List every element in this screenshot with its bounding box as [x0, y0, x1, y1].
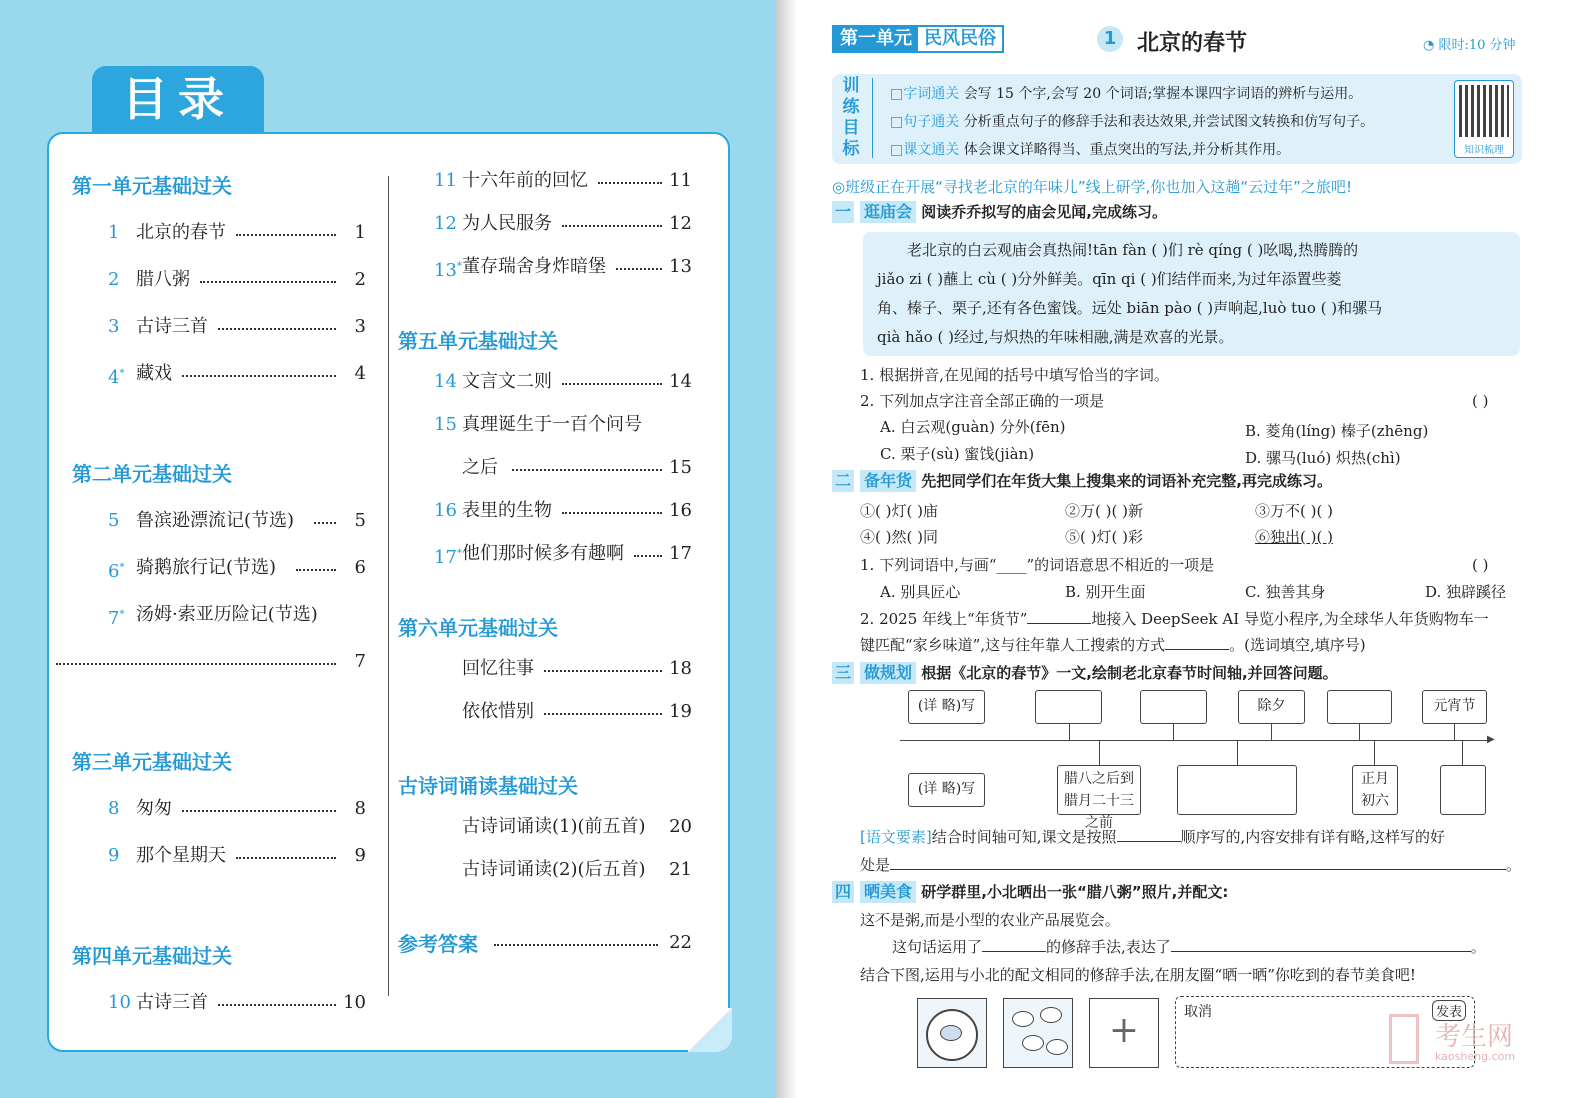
- requirement-text: 顺序写的,内容安排有详有略,这样写的好: [1180, 828, 1446, 846]
- goals-label-char: 目: [842, 118, 860, 138]
- optional-star: *: [119, 368, 125, 379]
- book-spine: [775, 0, 797, 1098]
- toc-item-title: 之后: [462, 457, 498, 478]
- section-title: 根据《北京的春节》一文,绘制老北京春节时间轴,并回答问题。: [921, 664, 1338, 682]
- goals-label: [840, 76, 862, 160]
- dumpling-soup-image: [917, 998, 987, 1068]
- idiom-blank[interactable]: ③万不( )( ): [1255, 502, 1333, 520]
- section-number: 四: [832, 881, 854, 903]
- fill-blank[interactable]: [1117, 828, 1181, 842]
- toc-page: [0, 0, 775, 1098]
- idiom-blank[interactable]: ⑤( )灯( )彩: [1065, 528, 1143, 546]
- toc-page-number: 13: [669, 256, 692, 277]
- toc-page-number: 16: [669, 500, 692, 521]
- timeline-connector: [1359, 724, 1360, 740]
- toc-item-number: [434, 211, 457, 237]
- toc-page-number: 7: [354, 651, 366, 672]
- toc-item-number: [434, 254, 462, 284]
- requirement-text: 处是: [860, 856, 891, 874]
- qr-code[interactable]: [1454, 80, 1514, 158]
- option-c[interactable]: C. 栗子(sù) 蜜饯(jiàn): [880, 445, 1035, 463]
- toc-item-title: 文言文二则: [462, 371, 552, 392]
- timeline-connector: [1462, 740, 1463, 766]
- toc-num-text: 4: [108, 367, 120, 388]
- toc-item[interactable]: [108, 990, 366, 1016]
- toc-item-number: [434, 541, 462, 571]
- idiom-blank[interactable]: ②万( )( )新: [1065, 502, 1143, 520]
- goal-checkbox-label[interactable]: □字词通关: [890, 86, 960, 102]
- timeline-connector: [1173, 724, 1174, 740]
- s4-text: 这句话运用了: [892, 938, 983, 956]
- optional-star: *: [119, 609, 125, 620]
- unit-label: 第一单元: [834, 27, 918, 51]
- toc-item-title: 真理诞生于一百个问号: [462, 414, 642, 435]
- unit-theme: 民风民俗: [924, 28, 996, 49]
- option-b[interactable]: B. 菱角(líng) 榛子(zhēng): [1245, 422, 1429, 440]
- timeline-box-bottom[interactable]: (详 略)写: [908, 773, 985, 807]
- s4-instruction: 结合下图,运用与小北的配文相同的修辞手法,在朋友圈“晒一晒”你吃到的春节美食吧!: [860, 966, 1416, 984]
- toc-unit-heading[interactable]: [72, 746, 232, 775]
- toc-num-text: 14: [434, 371, 457, 392]
- time-limit: [1423, 34, 1516, 53]
- lesson-title: 北京的春节: [1137, 31, 1248, 56]
- toc-unit-text: 古诗词诵读基础过关: [398, 774, 578, 798]
- leader-dots: [634, 541, 662, 557]
- section-number: 一: [832, 201, 854, 223]
- timeline-box-bottom[interactable]: 腊八之后到腊月二十三之前: [1057, 765, 1141, 815]
- toc-num-text: 8: [108, 798, 120, 819]
- toc-item[interactable]: [108, 843, 366, 869]
- s3-requirement-cont: [860, 854, 1521, 875]
- dumplings-image: [1003, 998, 1073, 1068]
- goal-row: [890, 80, 1374, 108]
- toc-unit-text: 第二单元基础过关: [72, 462, 232, 486]
- timeline-box-top[interactable]: 除夕: [1238, 690, 1305, 724]
- toc-page-number: 21: [669, 859, 692, 880]
- leader-dots: [314, 508, 336, 524]
- timeline-box-top[interactable]: [1140, 690, 1207, 724]
- section-number: 三: [832, 662, 854, 684]
- goal-text: 分析重点句子的修辞手法和表达效果,并尝试图文转换和仿写句子。: [963, 114, 1375, 130]
- toc-page-number: 1: [354, 222, 366, 243]
- idiom-blank[interactable]: ①( )灯( )庙: [860, 502, 938, 520]
- section-4-header: [832, 881, 1228, 903]
- toc-num-text: 10: [108, 992, 131, 1013]
- toc-unit-heading[interactable]: [72, 170, 232, 199]
- toc-item-title: 鲁滨逊漂流记(节选): [136, 510, 295, 531]
- goal-text: 体会课文详略得当、重点突出的写法,并分析其作用。: [963, 142, 1291, 158]
- toc-item[interactable]: [434, 699, 692, 725]
- toc-item-number: [108, 555, 124, 585]
- requirement-tag: [语文要素]: [860, 828, 932, 846]
- toc-item-title: 为人民服务: [462, 213, 552, 234]
- timeline-box-top[interactable]: [1035, 690, 1102, 724]
- goal-row: [890, 108, 1374, 136]
- toc-num-text: 15: [434, 414, 457, 435]
- goal-checkbox-label[interactable]: □课文通关: [890, 142, 960, 158]
- section-tag: 备年货: [860, 470, 916, 492]
- toc-item-continued[interactable]: [434, 455, 692, 481]
- toc-item[interactable]: [434, 211, 692, 237]
- section-2-header: [832, 470, 1332, 492]
- cancel-button[interactable]: 取消: [1184, 1004, 1212, 1020]
- answer-paren[interactable]: ( ): [1472, 392, 1489, 410]
- intro-line: ◎班级正在开展“寻找老北京的年味儿”线上研学,你也加入这趟“云过年”之旅吧!: [832, 178, 1352, 196]
- timeline-connector: [1237, 740, 1238, 766]
- toc-item[interactable]: [434, 168, 692, 194]
- s1-question-2: 2. 下列加点字注音全部正确的一项是: [860, 392, 1105, 410]
- toc-item[interactable]: [434, 656, 692, 682]
- goals-divider: [872, 78, 873, 158]
- timeline-box-top[interactable]: 元宵节: [1422, 690, 1487, 724]
- toc-item-title: 北京的春节: [136, 222, 226, 243]
- s4-text: 的修辞手法,表达了: [1046, 938, 1171, 956]
- option-d[interactable]: D. 独辟蹊径: [1425, 583, 1507, 601]
- toc-item-title: 古诗三首: [136, 992, 208, 1013]
- fill-blank[interactable]: [982, 938, 1046, 952]
- leader-dots: [562, 211, 662, 227]
- idiom-blank[interactable]: ④( )然( )同: [860, 528, 938, 546]
- toc-page-number: 22: [669, 932, 692, 953]
- timeline-axis: [900, 740, 1490, 741]
- section-title: 阅读乔乔拟写的庙会见闻,完成练习。: [921, 203, 1167, 221]
- optional-star: *: [119, 562, 125, 573]
- timeline-connector: [1271, 724, 1272, 740]
- toc-item-title: 藏戏: [136, 363, 172, 384]
- toc-item-title: 他们那时候多有趣啊: [462, 543, 624, 564]
- goal-checkbox-label[interactable]: □句子通关: [890, 114, 960, 130]
- leader-dots: [598, 168, 662, 184]
- toc-unit-heading[interactable]: [72, 940, 232, 969]
- optional-star: *: [456, 261, 462, 272]
- toc-page-number: 12: [669, 213, 692, 234]
- toc-page-number: 18: [669, 658, 692, 679]
- toc-item[interactable]: [108, 314, 366, 340]
- toc-page-number: 9: [354, 845, 366, 866]
- toc-item-title: 汤姆·索亚历险记(节选): [136, 604, 318, 625]
- toc-item[interactable]: [434, 412, 692, 438]
- requirement-text: 。: [1506, 856, 1522, 874]
- toc-page-number: 17: [669, 543, 692, 564]
- toc-item-number: [108, 602, 124, 632]
- toc-item-number: [434, 369, 457, 395]
- toc-item-number: [108, 267, 119, 293]
- watermark-url: kaosheng.com: [1435, 1050, 1516, 1063]
- toc-unit-text: 参考答案: [398, 932, 478, 956]
- toc-item[interactable]: [434, 814, 692, 840]
- toc-item[interactable]: [108, 220, 366, 246]
- toc-item-title: 那个星期天: [136, 845, 226, 866]
- fill-blank[interactable]: [890, 856, 1506, 870]
- toc-item[interactable]: [434, 498, 692, 524]
- unit-header: [832, 25, 1004, 53]
- s2-question-2: [860, 608, 1489, 629]
- fair-passage: [863, 232, 1520, 356]
- exercise-page: [775, 0, 1596, 1098]
- toc-item-number: [108, 314, 119, 340]
- timeline-box-bottom[interactable]: [1177, 765, 1297, 815]
- toc-item-number: [434, 498, 457, 524]
- section-3-header: [832, 662, 1338, 684]
- toc-num-text: 7: [108, 608, 120, 629]
- qr-caption: 知识梳理: [1464, 145, 1504, 156]
- toc-item-number: [434, 168, 457, 194]
- option-b[interactable]: B. 别开生面: [1065, 583, 1146, 601]
- time-limit-text: 限时:10 分钟: [1438, 38, 1516, 53]
- dumpling-icon: [1012, 1011, 1034, 1027]
- s4-text: 。: [1470, 938, 1486, 956]
- toc-num-text: 5: [108, 510, 120, 531]
- toc-item-title: 依依惜别: [462, 701, 534, 722]
- leader-dots: [200, 267, 336, 283]
- q2-text: 2. 2025 年线上“年货节”: [860, 610, 1028, 628]
- fill-blank[interactable]: [1165, 636, 1229, 650]
- toc-num-text: 1: [108, 222, 120, 243]
- timeline-connector: [1099, 740, 1100, 766]
- toc-item[interactable]: [434, 541, 692, 567]
- toc-num-text: 3: [108, 316, 120, 337]
- timeline-box-top[interactable]: [1327, 690, 1392, 724]
- toc-item-title: 古诗词诵读(1)(前五首): [462, 816, 646, 837]
- answer-paren[interactable]: ( ): [1472, 556, 1489, 574]
- toc-page-number: 6: [354, 557, 366, 578]
- dumpling-icon: [1040, 1007, 1062, 1023]
- s2-question-2-cont: [860, 634, 1366, 655]
- leader-dots: [616, 254, 662, 270]
- toc-page-number: 10: [343, 992, 366, 1013]
- leader-dots: [544, 656, 662, 672]
- option-c[interactable]: C. 独善其身: [1245, 583, 1326, 601]
- toc-unit-heading[interactable]: [72, 458, 232, 487]
- section-1-header: [832, 201, 1167, 223]
- toc-item-number: [108, 796, 119, 822]
- leader-dots: [512, 455, 662, 471]
- timeline-box-bottom[interactable]: [1440, 765, 1486, 815]
- watermark-text: 考生网: [1435, 1022, 1514, 1052]
- toc-num-text: 11: [434, 170, 457, 191]
- toc-unit-text: 第四单元基础过关: [72, 944, 232, 968]
- toc-page-number: 20: [669, 816, 692, 837]
- toc-page-number: 4: [354, 363, 366, 384]
- toc-page-number: 3: [354, 316, 366, 337]
- toc-unit-heading[interactable]: [398, 325, 558, 354]
- timeline-box-bottom[interactable]: 正月初六: [1352, 765, 1398, 815]
- toc-item-number: [108, 990, 131, 1016]
- section-tag: 逛庙会: [860, 201, 916, 223]
- section-title: 研学群里,小北晒出一张“腊八粥”照片,并配文:: [921, 883, 1229, 901]
- toc-num-text: 16: [434, 500, 457, 521]
- add-photo-button[interactable]: +: [1089, 998, 1159, 1068]
- toc-num-text: 13: [434, 260, 457, 281]
- idiom-blank[interactable]: ⑥独出( )( ): [1255, 528, 1333, 546]
- timeline-connector: [1069, 724, 1070, 740]
- leader-dots: [236, 220, 336, 236]
- toc-unit-text: 第三单元基础过关: [72, 750, 232, 774]
- s2-question-1: 1. 下列词语中,与画“____”的词语意思不相近的一项是: [860, 556, 1215, 574]
- toc-item[interactable]: [108, 361, 366, 387]
- toc-item[interactable]: [108, 555, 366, 581]
- toc-unit-heading[interactable]: [398, 612, 558, 641]
- goals-list: [890, 80, 1374, 164]
- leader-dots: [494, 930, 658, 946]
- toc-item-number: [434, 412, 457, 438]
- toc-item-title: 古诗词诵读(2)(后五首): [462, 859, 646, 880]
- section-title: 先把同学们在年货大集上搜集来的词语补充完整,再完成练习。: [921, 472, 1332, 490]
- section-tag: 晒美食: [860, 881, 916, 903]
- publish-button[interactable]: 发表: [1432, 1000, 1466, 1021]
- dumpling-icon: [1046, 1039, 1068, 1055]
- toc-page-number: 14: [669, 371, 692, 392]
- toc-item[interactable]: [434, 857, 692, 883]
- clock-icon: ◔: [1423, 38, 1439, 53]
- quote-line: 这不是粥,而是小型的农业产品展览会。: [860, 911, 1120, 929]
- toc-page-number: 19: [669, 701, 692, 722]
- toc-item-title: 十六年前的回忆: [462, 170, 588, 191]
- leader-dots: [562, 498, 662, 514]
- fill-blank[interactable]: [1171, 938, 1471, 952]
- arrow-icon: ▶: [1487, 734, 1495, 745]
- leader-dots: [236, 843, 336, 859]
- requirement-text: 结合时间轴可知,课文是按照: [931, 828, 1117, 846]
- dumpling-icon: [940, 1025, 962, 1041]
- toc-page-number: 5: [354, 510, 366, 531]
- toc-item[interactable]: [108, 602, 366, 628]
- column-divider: [388, 176, 389, 996]
- toc-item-title: 匆匆: [136, 798, 172, 819]
- toc-item[interactable]: [434, 254, 692, 280]
- toc-unit-text: 第一单元基础过关: [72, 174, 232, 198]
- s3-requirement: [860, 826, 1445, 847]
- toc-unit-text: 第五单元基础过关: [398, 329, 558, 353]
- toc-num-text: 12: [434, 213, 457, 234]
- toc-page-number: 11: [669, 170, 692, 191]
- toc-answers-entry[interactable]: [488, 930, 692, 956]
- toc-item-number: [108, 361, 124, 391]
- goal-text: 会写 15 个字,会写 20 个词语;掌握本课四字词语的辨析与运用。: [963, 86, 1363, 102]
- toc-title: 目录: [92, 66, 264, 136]
- training-goals: [832, 74, 1522, 164]
- toc-item-number: [108, 843, 119, 869]
- section-number: 二: [832, 470, 854, 492]
- toc-item-title: 表里的生物: [462, 500, 552, 521]
- option-d[interactable]: D. 骡马(luó) 炽热(chì): [1245, 449, 1401, 467]
- toc-item[interactable]: [108, 267, 366, 293]
- dumpling-icon: [1022, 1035, 1044, 1051]
- q2-text: 。(选词填空,填序号): [1229, 636, 1366, 654]
- s4-question: [892, 936, 1486, 957]
- toc-item-title: 腊八粥: [136, 269, 190, 290]
- lesson-number: 1: [1097, 26, 1123, 52]
- post-box[interactable]: [1175, 996, 1475, 1068]
- toc-unit-heading[interactable]: [398, 770, 578, 799]
- watermark-logo: [1389, 1014, 1419, 1064]
- passage-line: 角、榛子、栗子,还有各色蜜饯。远处 biān pào ( )声响起,luò tuo ( )和骡马: [877, 299, 1383, 317]
- section-tag: 做规划: [860, 662, 916, 684]
- toc-item[interactable]: [434, 369, 692, 395]
- toc-item-number: [108, 508, 119, 534]
- timeline-connector: [1454, 724, 1455, 740]
- timeline-connector: [1374, 740, 1375, 766]
- qr-pattern: [1459, 85, 1509, 137]
- toc-item-continued[interactable]: [108, 649, 366, 675]
- passage-line: qià hǎo ( )经过,与炽热的年味相融,满是欢喜的光景。: [877, 328, 1234, 346]
- q2-text: 地接入 DeepSeek AI 导览小程序,为全球华人年货购物车一: [1091, 610, 1489, 628]
- toc-page-number: 15: [669, 457, 692, 478]
- toc-num-text: 2: [108, 269, 120, 290]
- goals-label-char: 练: [842, 97, 860, 117]
- option-a[interactable]: A. 白云观(guàn) 分外(fēn): [880, 418, 1066, 436]
- toc-num-text: 9: [108, 845, 120, 866]
- toc-unit-text: 第六单元基础过关: [398, 616, 558, 640]
- q2-text: 键匹配“家乡味道”,这与往年靠人工搜索的方式: [860, 636, 1166, 654]
- s1-question-1: 1. 根据拼音,在见闻的括号中填写恰当的字词。: [860, 366, 1169, 384]
- optional-star: *: [456, 548, 462, 559]
- passage-line: 老北京的白云观庙会真热闹!tān fàn ( )们 rè qíng ( )吆喝,热腾腾的: [907, 241, 1359, 259]
- leader-dots: [218, 314, 336, 330]
- leader-dots: [296, 555, 336, 571]
- toc-item-title: 古诗三首: [136, 316, 208, 337]
- toc-num-text: 6: [108, 561, 120, 582]
- toc-num-text: 17: [434, 547, 457, 568]
- page-fold-corner: [688, 1008, 732, 1052]
- toc-item-number: [108, 220, 119, 246]
- fill-blank[interactable]: [1027, 610, 1091, 624]
- toc-page-number: 8: [354, 798, 366, 819]
- passage-line: jiǎo zi ( )蘸上 cù ( )分外鲜美。qīn qi ( )们结伴而来,为过年添置些菱: [877, 270, 1342, 288]
- leader-dots: [182, 796, 336, 812]
- leader-dots: [562, 369, 662, 385]
- toc-page-number: 2: [354, 269, 366, 290]
- toc-item[interactable]: [108, 508, 366, 534]
- goal-row: [890, 136, 1374, 164]
- leader-dots: [218, 990, 336, 1006]
- toc-item-title: 董存瑞舍身炸暗堡: [462, 256, 606, 277]
- leader-dots: [182, 361, 336, 377]
- toc-unit-heading[interactable]: [398, 928, 478, 957]
- timeline-box-top[interactable]: (详 略)写: [908, 690, 985, 724]
- toc-item[interactable]: [108, 796, 366, 822]
- toc-item-title: 骑鹅旅行记(节选): [136, 557, 277, 578]
- leader-dots: [56, 649, 336, 665]
- goals-label-char: 标: [842, 139, 860, 159]
- option-a[interactable]: A. 别具匠心: [880, 583, 961, 601]
- leader-dots: [544, 699, 662, 715]
- toc-item-title: 回忆往事: [462, 658, 534, 679]
- goals-label-char: 训: [842, 76, 860, 96]
